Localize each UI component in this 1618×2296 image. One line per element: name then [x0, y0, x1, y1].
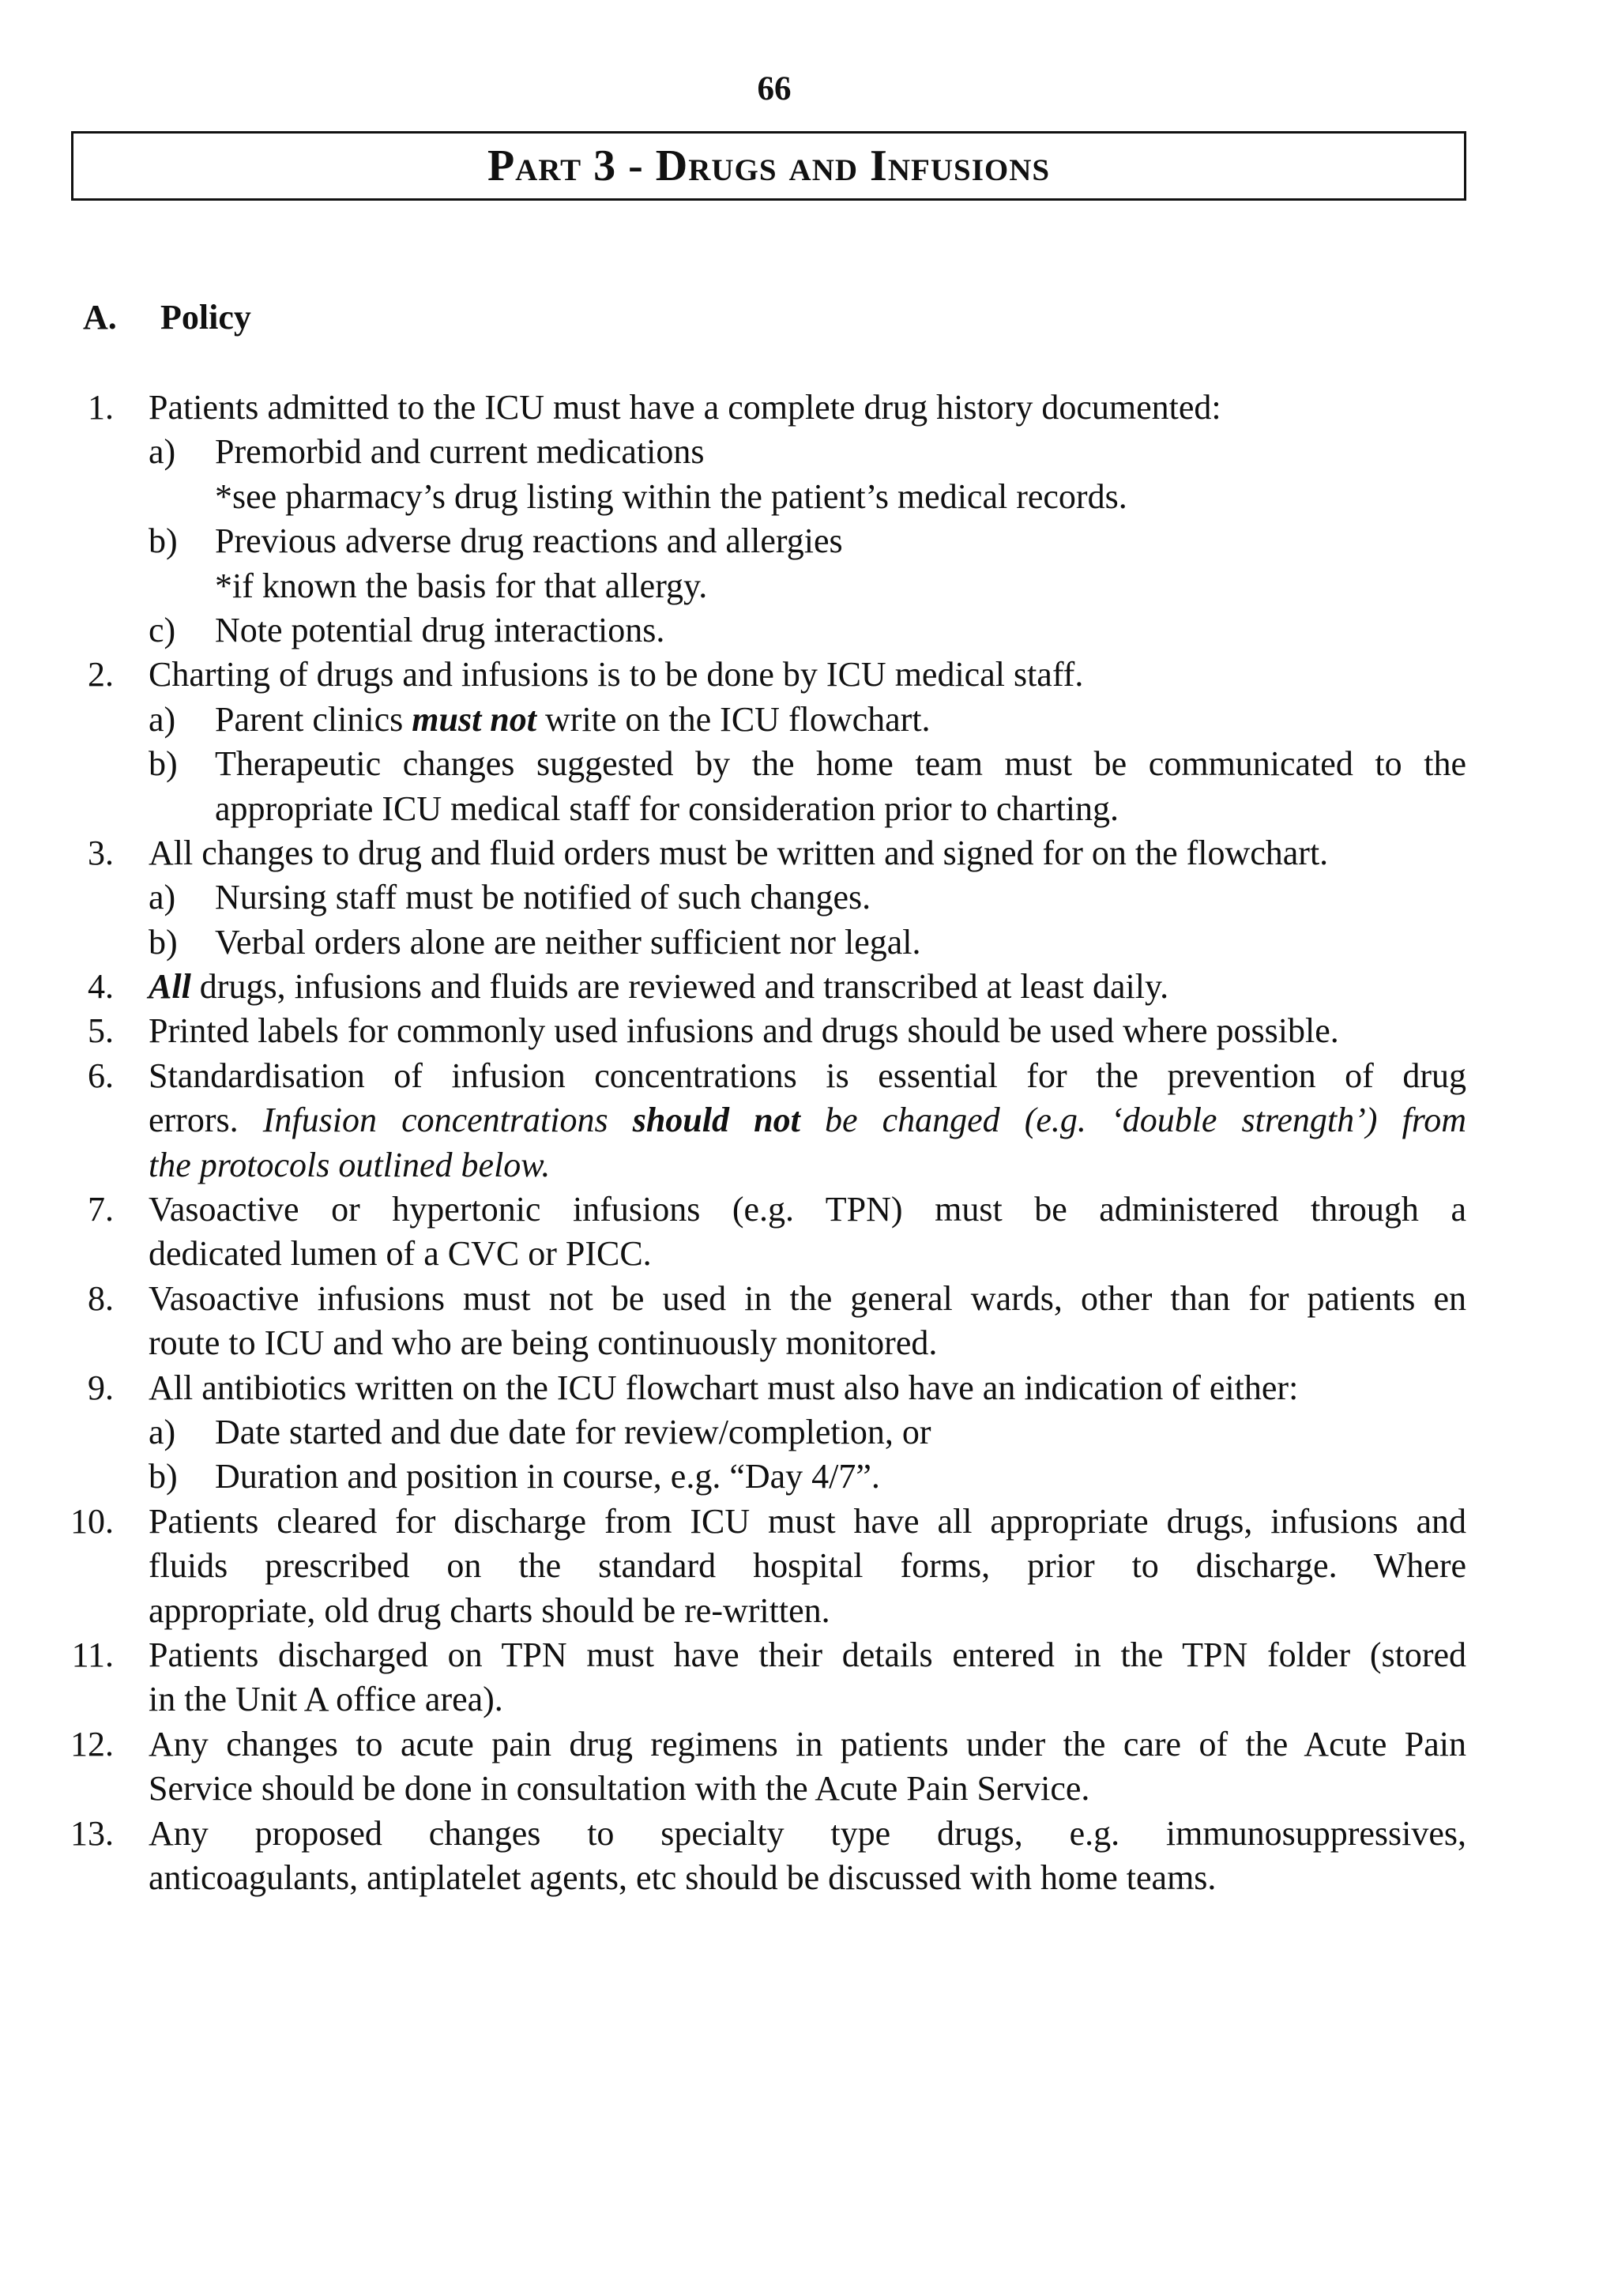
item-text: Any changes to acute pain drug regimens in patients under the care of the Acute Pain	[149, 1724, 1466, 1763]
item-text: Vasoactive infusions must not be used in the general wards, other than for patients en	[149, 1278, 1466, 1318]
list-item	[0, 1054, 1466, 1098]
sub-item-label: b)	[149, 521, 178, 561]
item-number: 2.	[88, 655, 114, 694]
section-letter: A.	[83, 298, 117, 337]
continuation-text: dedicated lumen of a CVC or PICC.	[149, 1234, 652, 1274]
list-item-continuation	[0, 1677, 1466, 1722]
item-number: 11.	[71, 1635, 114, 1674]
sub-item-note	[0, 564, 1466, 608]
item-text: Patients cleared for discharge from ICU must have all appropriate drugs, infusions and	[149, 1501, 1466, 1541]
item-text: Standardisation of infusion concentrations is essential for the prevention of drug	[149, 1056, 1466, 1095]
continuation-text	[149, 1098, 1466, 1142]
item-text: Printed labels for commonly used infusions and drugs should be used where possible.	[149, 1011, 1339, 1051]
item-number: 9.	[88, 1368, 114, 1407]
list-item-continuation	[0, 1856, 1466, 1900]
list-item	[0, 1500, 1466, 1544]
item-number: 3.	[88, 833, 114, 872]
item-text: All changes to drug and fluid orders must be written and signed for on the flowchart.	[149, 833, 1329, 872]
continuation-text: route to ICU and who are being continuously monitored.	[149, 1323, 938, 1363]
continuation-text: fluids prescribed on the standard hospital forms, prior to discharge. Where	[149, 1546, 1466, 1586]
list-item-continuation	[0, 1767, 1466, 1811]
item-text: Vasoactive or hypertonic infusions (e.g. TPN) must be administered through a	[149, 1190, 1466, 1229]
sub-item	[0, 742, 1466, 786]
list-item	[0, 1188, 1466, 1232]
list-item-continuation	[0, 1544, 1466, 1588]
list-item-continuation	[0, 1098, 1466, 1142]
sub-item-text: Therapeutic changes suggested by the home team must be communicated to the	[215, 744, 1466, 784]
sub-item-label: a)	[149, 432, 176, 472]
policy-list	[0, 386, 1466, 1900]
item-text: Any proposed changes to specialty type drugs, e.g. immunosuppressives,	[149, 1813, 1466, 1853]
item-text: Patients discharged on TPN must have their details entered in the TPN folder (stored	[149, 1635, 1466, 1674]
list-item	[0, 965, 1466, 1009]
section-title: Policy	[160, 298, 251, 337]
italic-text: the protocols outlined below.	[149, 1145, 551, 1184]
sub-item	[0, 430, 1466, 474]
text-run: write on the ICU flowchart.	[545, 699, 931, 739]
sub-item-text: Premorbid and current medications	[215, 432, 705, 472]
list-item-continuation	[0, 1321, 1466, 1365]
list-item	[0, 1009, 1466, 1053]
list-item	[0, 1812, 1466, 1856]
list-item-continuation	[0, 1589, 1466, 1633]
page-number: 66	[757, 70, 792, 107]
sub-item-label: b)	[149, 744, 178, 784]
item-number: 4.	[88, 967, 114, 1007]
emphasis-text: must not	[412, 699, 537, 739]
item-number: 13.	[70, 1813, 114, 1853]
sub-item	[0, 519, 1466, 563]
list-item	[0, 1722, 1466, 1767]
continuation-text: Service should be done in consultation with the Acute Pain Service.	[149, 1769, 1090, 1809]
sub-item-text: Nursing staff must be notified of such changes.	[215, 878, 871, 917]
item-text: Patients admitted to the ICU must have a complete drug history documented:	[149, 388, 1221, 427]
part-title: Part 3 - Drugs and Infusions	[71, 131, 1466, 201]
list-item	[0, 653, 1466, 697]
list-item	[0, 386, 1466, 430]
list-item-continuation	[0, 1143, 1466, 1188]
item-text: All antibiotics written on the ICU flowchart must also have an indication of either:	[149, 1368, 1299, 1407]
item-number: 6.	[88, 1056, 114, 1095]
section-heading	[83, 295, 251, 340]
note-text: *see pharmacy’s drug listing within the patient’s medical records.	[215, 476, 1127, 516]
sub-item-text: Verbal orders alone are neither sufficient nor legal.	[215, 922, 921, 962]
sub-item	[0, 698, 1466, 742]
note-text: *if known the basis for that allergy.	[215, 566, 708, 605]
sub-item-text: Date started and due date for review/completion, or	[215, 1412, 931, 1451]
text-run: errors.	[149, 1101, 239, 1140]
sub-item-continuation	[0, 787, 1466, 831]
sub-item	[0, 1410, 1466, 1455]
italic-text: Infusion concentrations	[262, 1101, 608, 1140]
item-number: 8.	[88, 1278, 114, 1318]
text-run: Parent clinics	[215, 699, 404, 739]
sub-item-text: Note potential drug interactions.	[215, 610, 665, 649]
sub-item-label: b)	[149, 1457, 178, 1496]
list-item	[0, 831, 1466, 875]
sub-item-text: Duration and position in course, e.g. “Day 4/7”.	[215, 1457, 880, 1496]
continuation-text: appropriate ICU medical staff for consideration prior to charting.	[215, 789, 1119, 828]
sub-item	[0, 875, 1466, 920]
item-number: 12.	[70, 1724, 114, 1763]
continuation-text: anticoagulants, antiplatelet agents, etc should be discussed with home teams.	[149, 1858, 1217, 1897]
sub-item-label: c)	[149, 610, 176, 649]
sub-item-text: Previous adverse drug reactions and allergies	[215, 521, 843, 561]
sub-item-label: b)	[149, 922, 178, 962]
item-text	[149, 965, 1466, 1009]
sub-item	[0, 1455, 1466, 1499]
item-number: 5.	[88, 1011, 114, 1051]
sub-item-note	[0, 475, 1466, 519]
sub-item-label: a)	[149, 878, 176, 917]
sub-item	[0, 608, 1466, 653]
item-number: 1.	[88, 388, 114, 427]
list-item-continuation	[0, 1232, 1466, 1276]
item-number: 7.	[88, 1190, 114, 1229]
list-item	[0, 1277, 1466, 1321]
text-run: drugs, infusions and fluids are reviewed and transcribed at least daily.	[199, 967, 1169, 1007]
list-item	[0, 1366, 1466, 1410]
continuation-text: appropriate, old drug charts should be re-written.	[149, 1590, 830, 1630]
item-text: Charting of drugs and infusions is to be done by ICU medical staff.	[149, 655, 1084, 694]
list-item	[0, 1633, 1466, 1677]
italic-text: be changed (e.g. ‘double strength’) from	[824, 1101, 1467, 1140]
sub-item-text	[215, 698, 1466, 742]
sub-item	[0, 920, 1466, 965]
sub-item-label: a)	[149, 1412, 176, 1451]
sub-item-label: a)	[149, 699, 176, 739]
emphasis-text: All	[149, 967, 191, 1007]
continuation-text: in the Unit A office area).	[149, 1680, 503, 1719]
item-number: 10.	[70, 1501, 114, 1541]
emphasis-text: should not	[632, 1101, 800, 1140]
